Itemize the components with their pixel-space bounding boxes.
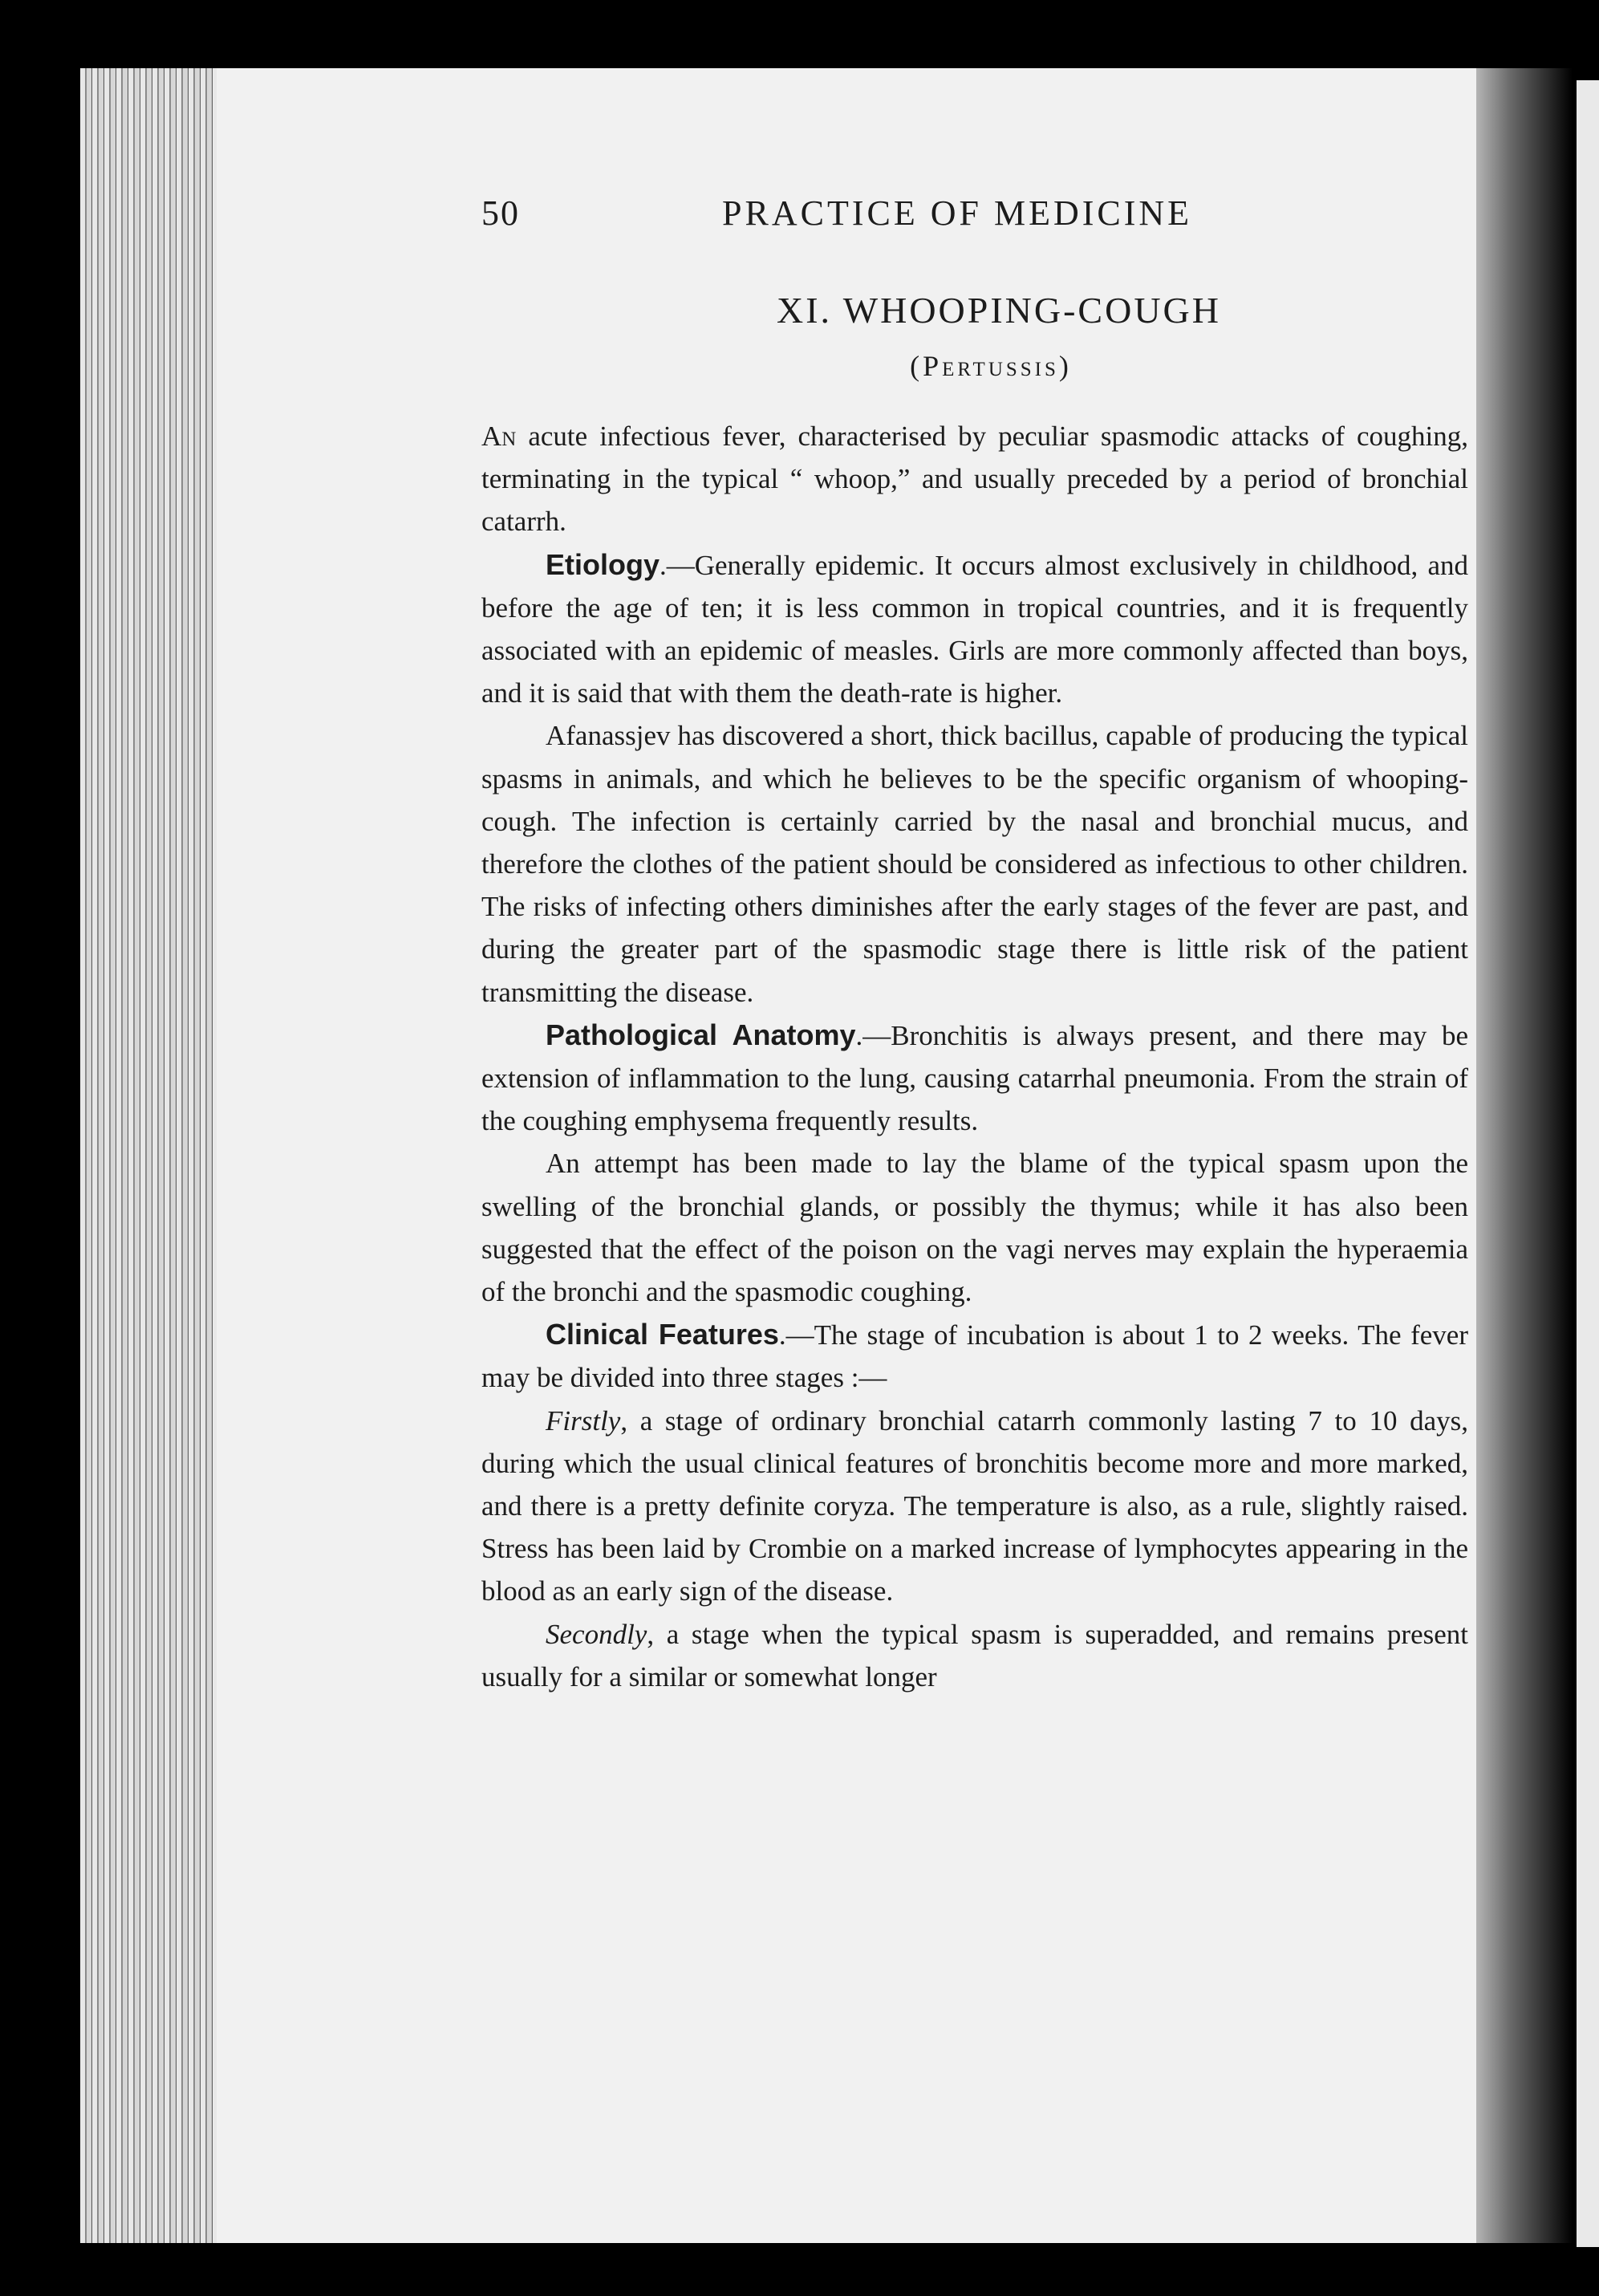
pathology-text: .—Bronchitis is always present, and there may be extension of inflammation to the lung, causing catarrhal pneumonia. From the strain of the coughing emphysema frequently results. <box>481 1019 1468 1137</box>
paragraph-attempt: An attempt has been made to lay the blame of the typical spasm upon the swelling of the bronchial glands, or possibly the thymus; while it has also been suggested that the effect of the poison on the vagi nerves may explain the hyperaemia of the bronchi and the spasmodic coughing. <box>481 1148 1468 1308</box>
paragraph-afanassjev: Afanassjev has discovered a short, thick bacillus, capable of producing the typical spasms in animals, and which he believes to be the specific organism of whooping-cough. The infection is certainly carried by the nasal and bronchial mucus, and therefore the clothes of the patient should be considered as infectious to other children. The risks of infecting others diminishes after the early stages of the fever are past, and during the greater part of the spasmodic stage there is little risk of the patient transmitting the disease. <box>481 720 1468 1008</box>
firstly-lead: Firstly <box>546 1404 621 1437</box>
paragraph-intro <box>481 415 1468 543</box>
intro-lead-word: An <box>481 421 517 452</box>
paragraph-pathology <box>481 1014 1468 1143</box>
secondly-text: , a stage when the typical spasm is superadded, and remains present usually for a similar or somewhat longer <box>481 1618 1468 1693</box>
body-text <box>481 415 1468 1698</box>
firstly-text: , a stage of ordinary bronchial catarrh commonly lasting 7 to 10 days, during which the usual clinical features of bronchitis become more and more marked, and there is a pretty definite coryza. The temperature is also, as a rule, slightly raised. Stress has been laid by Crombie on a marked increase of lymphocytes appearing in the blood as an early sign of the disease. <box>481 1404 1468 1607</box>
etiology-text: .—Generally epidemic. It occurs almost exclusively in childhood, and before the age of ten; it is less common in tropical countries, and it is frequently associated with an epidemic of measles. Girls are more commonly affected than boys, and it is said that with them the death-rate is higher. <box>481 549 1468 709</box>
page-content <box>481 193 1468 1698</box>
running-head-title: PRACTICE OF MEDICINE <box>722 193 1193 233</box>
paragraph-clinical <box>481 1313 1468 1399</box>
book-gutter-shadow <box>1476 68 1573 2243</box>
paragraph-etiology <box>481 543 1468 715</box>
chapter-title: XI. WHOOPING-COUGH <box>776 290 1221 331</box>
paragraph-secondly <box>481 1613 1468 1698</box>
facing-page-edge <box>1577 80 1599 2247</box>
running-head <box>481 193 1468 257</box>
clinical-heading: Clinical Features <box>546 1318 779 1351</box>
page-number: 50 <box>481 193 520 233</box>
etiology-heading: Etiology <box>546 547 659 581</box>
book-page-edges <box>80 68 225 2243</box>
pathology-heading: Pathological Anatomy <box>546 1018 856 1051</box>
secondly-lead: Secondly <box>546 1618 647 1650</box>
chapter-subtitle: (Pertussis) <box>910 350 1072 382</box>
paragraph-firstly <box>481 1400 1468 1613</box>
intro-text: acute infectious fever, characterised by peculiar spasmodic attacks of coughing, terminating in the typical “ whoop,” and usually preceded by a period of bronchial catarrh. <box>481 421 1468 538</box>
clinical-text: .—The stage of incubation is about 1 to 2 weeks. The fever may be divided into three stages :— <box>481 1319 1469 1394</box>
